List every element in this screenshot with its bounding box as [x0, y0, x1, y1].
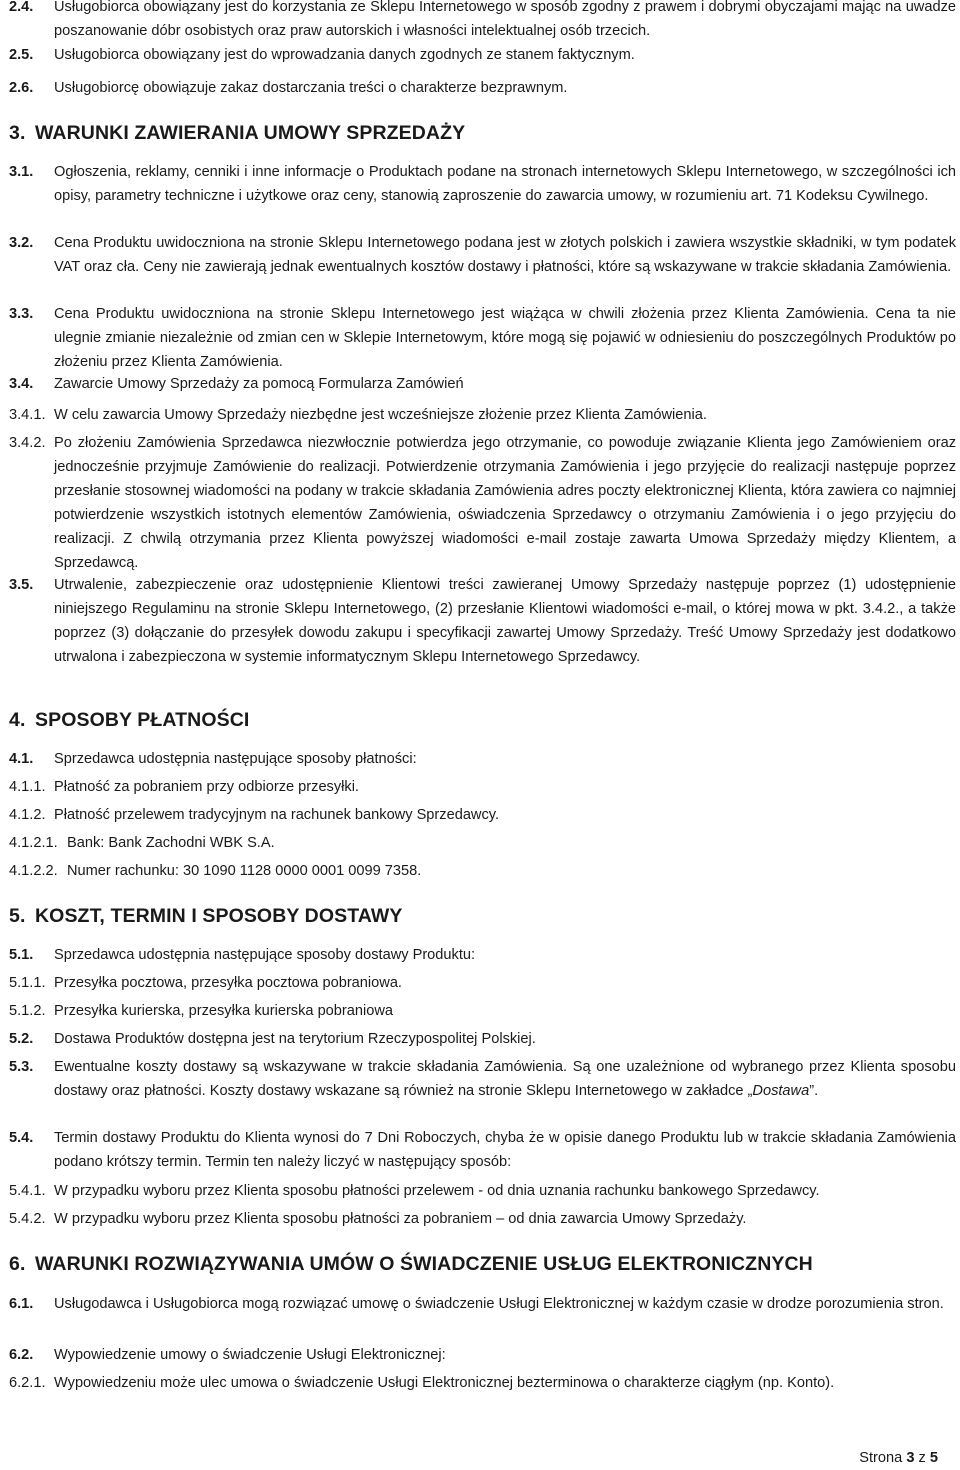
section-3-5: [9, 573, 956, 669]
section-number: 3.4.1.: [9, 407, 46, 423]
section-text: Sprzedawca udostępnia następujące sposoby dostawy Produktu:: [54, 947, 476, 963]
section-2-5: [9, 43, 956, 67]
current-page-number: 3: [906, 1450, 915, 1466]
section-5-4-1: [9, 1179, 956, 1203]
section-number: 3.3.: [9, 306, 34, 322]
section-3-4-1: [9, 403, 956, 427]
section-text: Przesyłka kurierska, przesyłka kurierska pobraniowa: [54, 1003, 394, 1019]
section-text: Zawarcie Umowy Sprzedaży za pomocą Formularza Zamówień: [54, 376, 464, 392]
section-text: Cena Produktu uwidoczniona na stronie Sklepu Internetowego jest wiążąca w chwili złożenia przez Klienta Zamówienia. Cena ta nie ulegnie zmianie niezależnie od zmian cen w Sklepie Internetowym, które mogą się pojawić w odniesieniu do poszczególnych Produktów po złożeniu przez Klienta Zamówienia.: [54, 306, 956, 370]
section-text: Sprzedawca udostępnia następujące sposoby płatności:: [54, 751, 417, 767]
section-6-1: [9, 1292, 956, 1316]
section-text: Ogłoszenia, reklamy, cenniki i inne informacje o Produktach podane na stronach internetowych Sklepu Internetowego, w szczególności ich opisy, parametry techniczne i użytkowe oraz ceny, stanowią zaproszenie do zawarcia umowy, w rozumieniu art. 71 Kodeksu Cywilnego.: [54, 164, 956, 204]
heading-5: [9, 903, 403, 929]
section-5-4: [9, 1126, 956, 1174]
section-3-3: [9, 302, 956, 374]
section-text: Płatność przelewem tradycyjnym na rachunek bankowy Sprzedawcy.: [54, 807, 500, 823]
section-number: 5.2.: [9, 1031, 34, 1047]
section-number: 2.4.: [9, 0, 34, 15]
section-3-4: [9, 372, 956, 396]
heading-title: KOSZT, TERMIN I SPOSOBY DOSTAWY: [35, 905, 403, 927]
section-4-1-2-2: [9, 859, 956, 883]
page-separator: z: [918, 1450, 926, 1466]
section-number: 5.3.: [9, 1059, 34, 1075]
heading-4: [9, 707, 249, 733]
section-text: W celu zawarcia Umowy Sprzedaży niezbędne jest wcześniejsze złożenie przez Klienta Zamówienia.: [54, 407, 707, 423]
section-text: Wypowiedzenie umowy o świadczenie Usługi Elektronicznej:: [54, 1347, 446, 1363]
section-number: 3.4.: [9, 376, 34, 392]
section-text: Usługobiorcę obowiązuje zakaz dostarczania treści o charakterze bezprawnym.: [54, 80, 568, 96]
section-2-6: [9, 76, 956, 100]
section-4-1-2-1: [9, 831, 956, 855]
section-5-3: [9, 1055, 956, 1103]
section-number: 3.5.: [9, 577, 34, 593]
section-number: 5.1.: [9, 947, 34, 963]
section-number: 6.1.: [9, 1296, 34, 1312]
section-2-4: [9, 0, 956, 43]
section-5-2: [9, 1027, 956, 1051]
section-text: Cena Produktu uwidoczniona na stronie Sklepu Internetowego podana jest w złotych polskich i zawiera wszystkie składniki, w tym podatek VAT oraz cła. Ceny nie zawierają jednak ewentualnych kosztów dostawy i płatności, które są wskazywane w trakcie składania Zamówienia.: [54, 235, 956, 275]
section-text-part: ”.: [809, 1083, 819, 1099]
section-text: Usługodawca i Usługobiorca mogą rozwiązać umowę o świadczenie Usługi Elektronicznej w każdym czasie w drodze porozumienia stron.: [54, 1296, 944, 1312]
section-number: 5.1.1.: [9, 975, 46, 991]
section-3-1: [9, 160, 956, 208]
page-number-footer: [859, 1446, 938, 1470]
section-number: 4.1.2.: [9, 807, 46, 823]
section-3-2: [9, 231, 956, 279]
heading-number: 5.: [9, 905, 26, 927]
section-5-4-2: [9, 1207, 956, 1231]
section-5-1: [9, 943, 956, 967]
heading-6: [9, 1251, 813, 1277]
section-number: 5.4.1.: [9, 1183, 46, 1199]
section-text: Numer rachunku: 30 1090 1128 0000 0001 0099 7358.: [67, 863, 422, 879]
section-number: 2.6.: [9, 80, 34, 96]
section-text: Wypowiedzeniu może ulec umowa o świadczenie Usługi Elektronicznej bezterminowa o charakterze ciągłym (np. Konto).: [54, 1375, 835, 1391]
section-number: 3.2.: [9, 235, 34, 251]
section-number: 2.5.: [9, 47, 34, 63]
section-text: W przypadku wyboru przez Klienta sposobu płatności przelewem - od dnia uznania rachunku bankowego Sprzedawcy.: [54, 1183, 820, 1199]
section-number: 5.1.2.: [9, 1003, 46, 1019]
section-text-part: Ewentualne koszty dostawy są wskazywane w trakcie składania Zamówienia. Są one uzależnione od wybranego przez Klienta sposobu dostawy oraz płatności. Koszty dostawy wskazane są również na stronie Sklepu Internetowego w zakładce „: [54, 1059, 956, 1099]
section-number: 4.1.: [9, 751, 34, 767]
section-text: Termin dostawy Produktu do Klienta wynosi do 7 Dni Roboczych, chyba że w opisie danego Produktu lub w trakcie składania Zamówienia podano krótszy termin. Termin ten należy liczyć w następujący sposób:: [54, 1130, 956, 1170]
heading-number: 6.: [9, 1253, 26, 1275]
section-number: 5.4.: [9, 1130, 34, 1146]
heading-title: WARUNKI ZAWIERANIA UMOWY SPRZEDAŻY: [35, 122, 466, 144]
section-text: W przypadku wyboru przez Klienta sposobu płatności za pobraniem – od dnia zawarcia Umowy Sprzedaży.: [54, 1211, 747, 1227]
section-number: 3.1.: [9, 164, 34, 180]
section-text: Po złożeniu Zamówienia Sprzedawca niezwłocznie potwierdza jego otrzymanie, co powoduje związanie Klienta jego Zamówieniem oraz jednocześnie przyjmuje Zamówienie do realizacji. Potwierdzenie otrzymania Zamówienia i jego przyjęcie do realizacji następuje poprzez przesłanie stosownej wiadomości na podany w trakcie składania Zamówienia adres poczty elektronicznej Klienta, która zawiera co najmniej potwierdzenie wszystkich istotnych elementów Zamówienia, oświadczenia Sprzedawcy o otrzymaniu Zamówienia i o jego przyjęciu do realizacji. Z chwilą otrzymania przez Klienta powyższej wiadomości e-mail zostaje zawarta Umowa Sprzedaży między Klientem, a Sprzedawcą.: [54, 435, 956, 571]
section-4-1-1: [9, 775, 956, 799]
section-text: Bank: Bank Zachodni WBK S.A.: [67, 835, 275, 851]
section-3-4-2: [9, 431, 956, 575]
section-text: Usługobiorca obowiązany jest do korzystania ze Sklepu Internetowego w sposób zgodny z prawem i dobrymi obyczajami mając na uwadze poszanowanie dóbr osobistych oraz praw autorskich i własności intelektualnej osób trzecich.: [54, 0, 956, 39]
section-text: [9, 1055, 956, 1103]
section-6-2-1: [9, 1371, 956, 1395]
section-number: 4.1.1.: [9, 779, 46, 795]
section-number: 4.1.2.1.: [9, 835, 58, 851]
section-number: 6.2.: [9, 1347, 34, 1363]
heading-3: [9, 120, 465, 146]
heading-title: WARUNKI ROZWIĄZYWANIA UMÓW O ŚWIADCZENIE USŁUG ELEKTRONICZNYCH: [35, 1253, 813, 1275]
heading-title: SPOSOBY PŁATNOŚCI: [35, 709, 250, 731]
section-text: Przesyłka pocztowa, przesyłka pocztowa pobraniowa.: [54, 975, 402, 991]
section-5-1-2: [9, 999, 956, 1023]
section-number: 4.1.2.2.: [9, 863, 58, 879]
page-label: Strona: [859, 1450, 903, 1466]
section-text: Dostawa Produktów dostępna jest na terytorium Rzeczypospolitej Polskiej.: [54, 1031, 536, 1047]
section-text: Usługobiorca obowiązany jest do wprowadzania danych zgodnych ze stanem faktycznym.: [54, 47, 635, 63]
heading-number: 4.: [9, 709, 26, 731]
section-6-2: [9, 1343, 956, 1367]
section-number: 6.2.1.: [9, 1375, 46, 1391]
delivery-tab-name: Dostawa: [752, 1083, 810, 1099]
section-5-1-1: [9, 971, 956, 995]
section-text: Płatność za pobraniem przy odbiorze przesyłki.: [54, 779, 359, 795]
section-number: 5.4.2.: [9, 1211, 46, 1227]
heading-number: 3.: [9, 122, 26, 144]
total-page-count: 5: [929, 1450, 938, 1466]
section-number: 3.4.2.: [9, 435, 46, 451]
section-4-1: [9, 747, 956, 771]
section-4-1-2: [9, 803, 956, 827]
section-text: Utrwalenie, zabezpieczenie oraz udostępnienie Klientowi treści zawieranej Umowy Sprzedaży następuje poprzez (1) udostępnienie niniejszego Regulaminu na stronie Sklepu Internetowego, (2) przesłanie Klientowi wiadomości e-mail, o której mowa w pkt. 3.4.2., a także poprzez (3) dołączanie do przesyłek dowodu zakupu i specyfikacji zawartej Umowy Sprzedaży. Treść Umowy Sprzedaży jest dodatkowo utrwalona i zabezpieczona w systemie informatycznym Sklepu Internetowego Sprzedawcy.: [54, 577, 956, 665]
